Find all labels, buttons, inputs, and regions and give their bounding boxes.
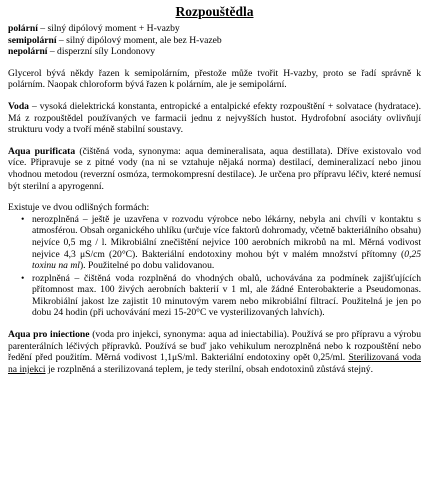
- list-item-rozplnena: [32, 273, 421, 319]
- page-title: Rozpouštědla: [175, 4, 254, 19]
- form-term: nerozplněná: [32, 213, 79, 225]
- voda-term: Voda: [8, 100, 29, 112]
- form-italic: 0,25 toxinu na ml: [32, 248, 421, 272]
- definition-semipolar: [8, 35, 421, 47]
- aqua-pro-iniectione-term: Aqua pro iniectione: [8, 329, 90, 341]
- form-text-end: ). Použitelné po dobu validovanou.: [79, 260, 215, 272]
- definition-text: – silný dipólový moment + H-vazby: [37, 23, 180, 34]
- aqua-purificata-text: (čištěná voda, synonyma: aqua demineralisata, aqua destillata). Dříve existovalo vod více. Připravuje se z pitné vody (na ni se vztahuje nějaká norma) destilací, demineralizací nebo jinou vhodnou metodou (reverzní osmóza, termokompresní destilace). Je určena pro přípravu léčiv, které nemusí být sterilní a apyrogenní.: [8, 145, 421, 192]
- aqua-pro-iniectione-text: (voda pro injekci, synonyma: aqua ad iniectabilia). Používá se pro přípravu a výrobu parenterálních léčivých přípravků. Používá se buď jako vehikulum nerozplněná nebo k rozpouštění nebo ředění před použitím. Měrná vodivost 1,1μS/ml. Bakteriální endotoxiny opět 0,25/ml.: [8, 329, 421, 364]
- voda-text: – vysoká dielektrická konstanta, entropické a entalpické efekty rozpouštění + solvatace (hydratace). Má z rozpouštědel používaných ve farmacii jednu z nejvyšších hustot. Hydrofobní asociáty ovlivňují strukturu vody a tvoří méně stabilní soustavy.: [8, 100, 421, 136]
- polarity-definitions: [8, 23, 421, 58]
- forms-intro: Existuje ve dvou odlišných formách:: [8, 202, 150, 214]
- definition-text: – silný dipólový moment, ale bez H-vazeb: [56, 34, 222, 46]
- aqua-purificata-term: Aqua purificata: [8, 145, 76, 157]
- sterilized-water-underlined: Sterilizovaná voda na injekci: [8, 352, 422, 375]
- definition-term: nepolární: [8, 46, 48, 58]
- form-term: rozplněná: [32, 272, 70, 284]
- definition-text: – disperzní síly Londonovy: [47, 46, 156, 58]
- voda-paragraph: [8, 101, 421, 136]
- definition-nonpolar: [8, 46, 421, 58]
- definition-polar: [8, 23, 421, 35]
- list-item-nerozplnena: [32, 214, 421, 272]
- form-text: – ještě je uzavřena v rozvodu výrobce nebo lékárny, nebyla ani chvíli v kontaktu s atmosférou. Obsah organického uhlíku (určuje více faktorů dohromady, včetně bakteriálního obsahu) nejvíce 0,5 mg / l. Mikrobiální znečištění nejvice 100 aerobních mikrobů na ml. Měrná vodivost nejvice 4,3 μS/cm (20°C). Bakteriální endotoxiny mohou být v malém množství přítomny (: [32, 213, 421, 260]
- forms-list: [8, 214, 421, 319]
- aqua-pro-iniectione-paragraph: [8, 329, 421, 375]
- definition-term: semipolární: [8, 34, 57, 46]
- form-text: – čištěná voda rozplněná do vhodných obalů, uchovávána za podmínek zajišťujících přítomnost max. 100 živých aerobních bakterií v 1 ml, ale žádné Enterobakterie a Pseudomonas. Mikrobiální jakost lze zajistit 10 minutovým varem nebo mikrobiální filtrací. Použitelná je jen po dobu 24 hodin (při uchovávání mezi 15-20°C ve vysterilizovaných lahvích).: [32, 272, 421, 319]
- aqua-pro-iniectione-text-end: je rozplněná a sterilizovaná teplem, je tedy sterilní, obsah endotoxinů zůstává stejný.: [45, 363, 373, 375]
- definition-term: polární: [8, 23, 38, 34]
- aqua-purificata-paragraph: [8, 146, 421, 192]
- glycerol-paragraph: Glycerol bývá někdy řazen k semipolárním, přestože může tvořit H-vazby, proto se řadí správně k polárním. Naopak chloroform bývá řazen k polárním, ale je semipolární.: [8, 67, 421, 91]
